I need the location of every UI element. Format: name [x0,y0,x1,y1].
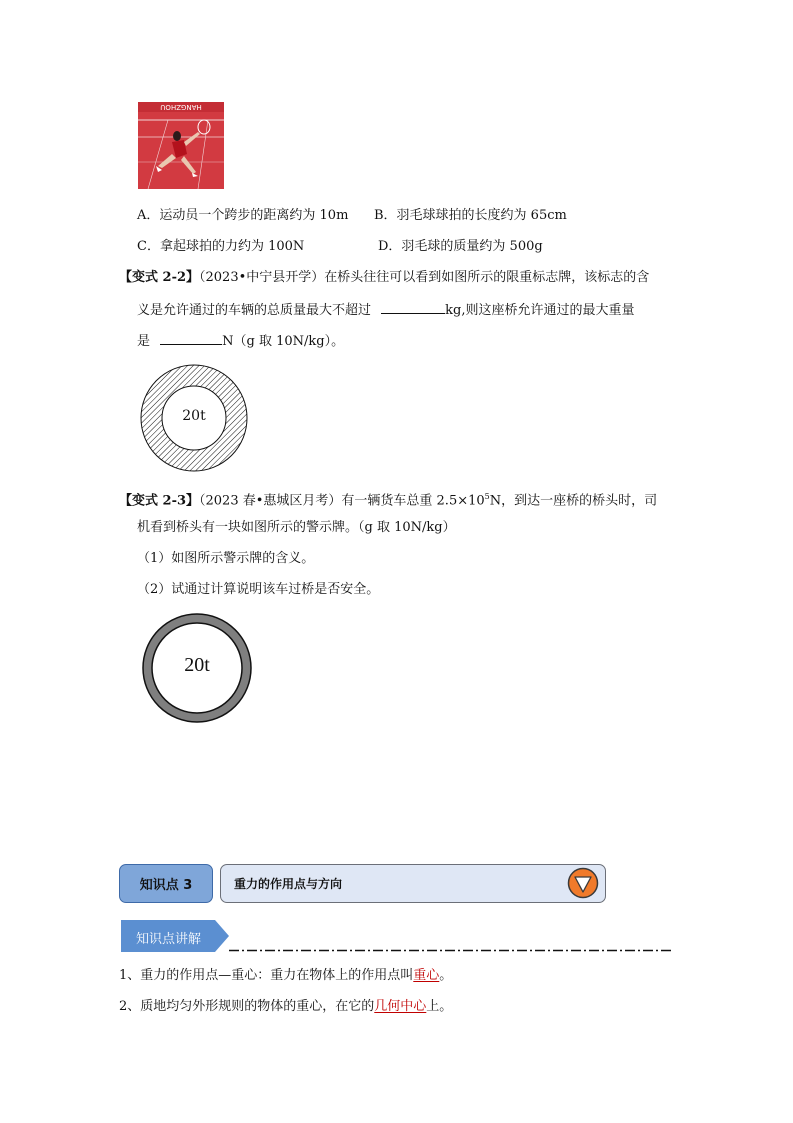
badminton-photo-graphic [138,102,224,189]
question-2-text-4: 是 [137,334,151,349]
question-2-source: （2023•中宁县开学） [199,270,325,285]
question-2-line-1 [119,268,649,288]
point-2-keyword: 几何中心 [374,999,427,1014]
point-1 [119,966,452,986]
point-1-keyword: 重心 [413,968,440,983]
question-3-text-2: N，到达一座桥的桥头时，司 [489,493,658,509]
section-label-tag [121,920,229,952]
question-2-text-1: 在桥头往往可以看到如图所示的限重标志牌，该标志的含 [324,270,650,285]
badminton-player-photo [138,102,224,189]
point-2-text: 2、质地均匀外形规则的物体的重心，在它的 [119,999,375,1014]
answer-blank-kg[interactable] [381,299,445,314]
photo-banner-text: HANGZHOU [160,103,202,111]
question-2-tag: 【变式 2-2】 [119,270,200,285]
point-1-text: 1、重力的作用点—重心：重力在物体上的作用点叫 [119,968,414,983]
question-3-sub-1: （1）如图所示警示牌的含义。 [137,551,315,566]
question-3-sub-2: （2）试通过计算说明该车过桥是否安全。 [137,582,380,597]
option-b: B．羽毛球球拍的长度约为 65cm [374,208,567,223]
sign-2-text: 20t [184,654,210,676]
question-3-line-2: 机看到桥头有一块如图所示的警示牌。（g 取 10N/kg） [137,520,456,535]
question-3-exponent: 5 [484,492,490,501]
question-3-source: （2023 春•惠城区月考） [199,493,342,509]
question-2-text-2: 义是允许通过的车辆的总质量最大不超过 [137,303,372,318]
question-2-text-3: kg,则这座桥允许通过的最大重量 [445,303,635,318]
sign-1-text: 20t [182,408,206,424]
knowledge-point-label: 知识点 3 [119,864,213,903]
point-2 [119,997,452,1017]
point-1-end: 。 [439,968,453,983]
section-dash-line [229,949,673,952]
weight-limit-sign-hatched [139,363,249,473]
knowledge-point-title-bar[interactable] [220,864,606,903]
option-c: C．拿起球拍的力约为 100N [137,239,305,254]
option-d: D．羽毛球的质量约为 500g [378,239,543,254]
question-3-tag: 【变式 2-3】 [119,493,200,509]
section-label: 知识点讲解 [136,932,202,947]
question-2-line-3 [137,330,344,352]
point-2-end: 上。 [426,999,453,1014]
answer-blank-n[interactable] [160,330,222,345]
option-a: A．运动员一个跨步的距离约为 10m [137,208,349,223]
question-2-text-5: N（g 取 10N/kg）。 [222,334,345,349]
knowledge-point-title: 重力的作用点与方向 [234,877,343,891]
question-3-line-1 [119,487,657,511]
weight-limit-sign-gray [141,612,253,724]
question-3-text-1: 有一辆货车总重 2.5×10 [341,493,485,509]
expand-arrow-icon[interactable] [567,867,599,899]
question-2-line-2 [137,299,635,321]
